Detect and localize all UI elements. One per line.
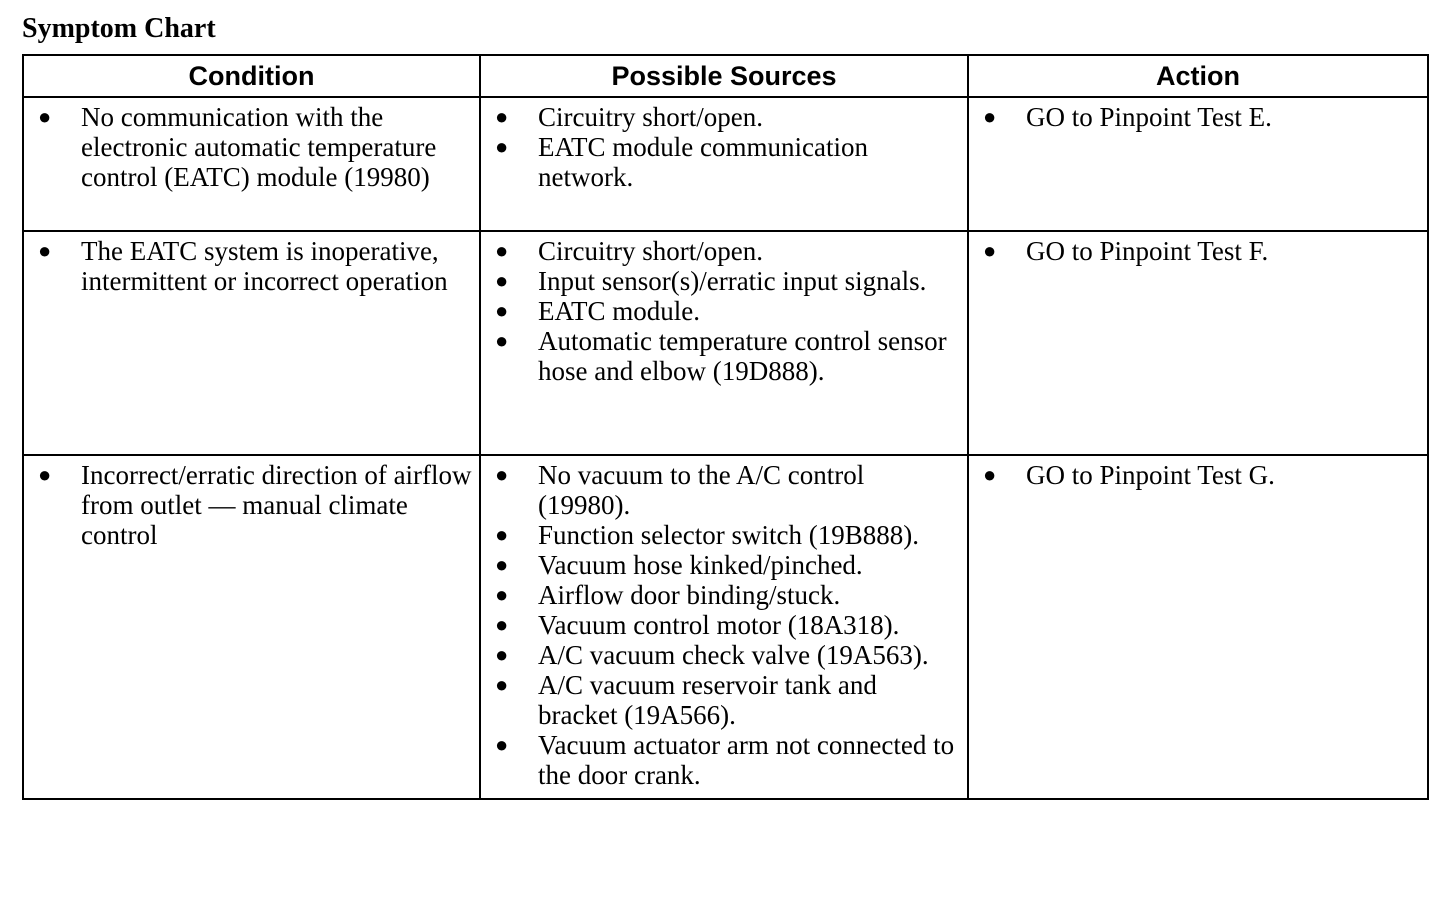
bullet-icon: ● [495,238,509,263]
bullet-icon: ● [983,104,997,129]
table-row [23,231,1428,455]
list-item: ● GO to Pinpoint Test F. [983,236,1269,266]
list-item: ● Incorrect/erratic direction of airflow from outlet — manual climate control [38,460,472,550]
bullet-icon: ● [495,328,509,353]
bullet-icon: ● [495,104,509,129]
list-item: ● EATC module communication network. [495,132,868,192]
bullet-icon: ● [495,672,509,697]
sources-cell [480,455,968,799]
header-row [23,55,1428,97]
list-item: ● GO to Pinpoint Test E. [983,102,1272,132]
bullet-icon: ● [983,238,997,263]
list-item: ● EATC module. [495,296,700,326]
list-item: ● Input sensor(s)/erratic input signals. [495,266,927,296]
bullet-icon: ● [495,582,509,607]
list-item: ● No communication with the electronic automatic temperature control (EATC) module (19980) [38,102,437,192]
list-item: ● Vacuum control motor (18A318). [495,610,900,640]
list-item: ● Circuitry short/open. [495,102,763,132]
list-item: ● The EATC system is inoperative, intermittent or incorrect operation [38,236,448,296]
bullet-icon: ● [495,612,509,637]
page-title: Symptom Chart [22,13,216,44]
bullet-icon: ● [495,522,509,547]
header-condition: Condition [23,55,480,97]
list-item: ● Automatic temperature control sensor hose and elbow (19D888). [495,326,947,386]
bullet-icon: ● [983,462,997,487]
list-item: ● Vacuum actuator arm not connected to the door crank. [495,730,955,790]
condition-cell [23,231,480,455]
bullet-icon: ● [495,298,509,323]
header-possible-sources: Possible Sources [480,55,968,97]
sources-cell [480,231,968,455]
bullet-icon: ● [495,642,509,667]
symptom-chart-table [22,54,1429,800]
list-item: ● Function selector switch (19B888). [495,520,919,550]
action-cell [968,231,1428,455]
bullet-icon: ● [38,104,52,129]
bullet-icon: ● [38,238,52,263]
bullet-icon: ● [38,462,52,487]
list-item: ● Circuitry short/open. [495,236,763,266]
list-item: ● Airflow door binding/stuck. [495,580,841,610]
header-action: Action [968,55,1428,97]
bullet-icon: ● [495,462,509,487]
sources-cell [480,97,968,231]
bullet-icon: ● [495,134,509,159]
action-cell [968,455,1428,799]
action-cell [968,97,1428,231]
condition-cell [23,97,480,231]
list-item: ● GO to Pinpoint Test G. [983,460,1275,490]
list-item: ● A/C vacuum check valve (19A563). [495,640,929,670]
list-item: ● No vacuum to the A/C control (19980). [495,460,865,520]
bullet-icon: ● [495,268,509,293]
table-row [23,97,1428,231]
table-row [23,455,1428,799]
condition-cell [23,455,480,799]
list-item: ● A/C vacuum reservoir tank and bracket (19A566). [495,670,877,730]
list-item: ● Vacuum hose kinked/pinched. [495,550,863,580]
bullet-icon: ● [495,552,509,577]
bullet-icon: ● [495,732,509,757]
